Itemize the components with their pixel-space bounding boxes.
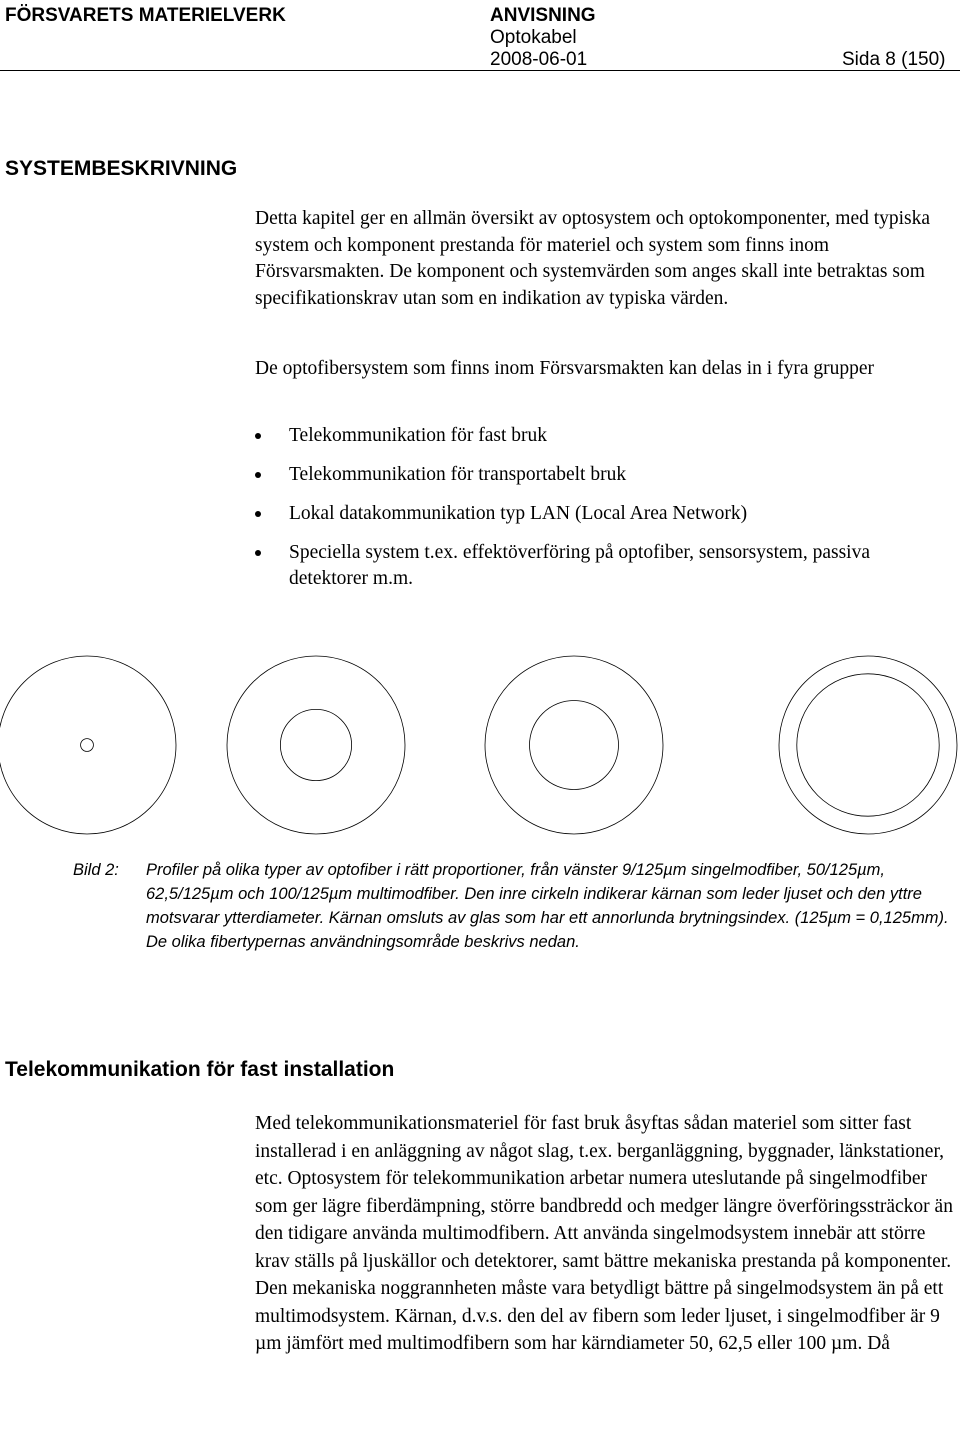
subsection-paragraph bbox=[255, 1110, 955, 1358]
intro-paragraph bbox=[255, 206, 955, 312]
groups-intro-text: De optofibersystem som finns inom Försvarsmakten kan delas in i fyra grupper bbox=[255, 358, 875, 379]
fiber-profile bbox=[779, 656, 957, 834]
bullet-icon bbox=[255, 472, 261, 478]
list-item-text: Telekommunikation för transportabelt bruk bbox=[289, 464, 627, 485]
header-org: FÖRSVARETS MATERIELVERK bbox=[5, 5, 286, 26]
figure-caption-text: Profiler på olika typer av optofiber i rätt proportioner, från vänster 9/125µm singelmodfiber, 50/125µm, 62,5/125µm och 100/125µm multimodfiber. Den inre cirkeln indikerar kärnan som leder ljuset och den yttre motsvarar ytterdiameter. Kärnan omsluts av glas som har ett annorlunda brytningsindex. (125µm = 0,125mm). De olika fibertypernas användningsområde beskrivs nedan. bbox=[146, 861, 949, 951]
section-title: SYSTEMBESKRIVNING bbox=[5, 157, 238, 180]
core-circle bbox=[530, 701, 619, 790]
cladding-circle bbox=[779, 656, 957, 834]
cladding-circle bbox=[227, 656, 405, 834]
header-subject: Optokabel bbox=[490, 27, 577, 48]
fiber-profiles-figure bbox=[0, 655, 960, 835]
list-item-text: Speciella system t.ex. effektöverföring på optofiber, sensorsystem, passiva detektorer m.m. bbox=[289, 542, 871, 589]
subsection-text: Med telekommunikationsmateriel för fast bruk åsyftas sådan materiel som sitter fast installerad i en anläggning av något slag, t.ex. berganläggning, byggnader, länkstationer, etc. Optosystem för telekommunikation arbetar numera uteslutande på singelmodfiber som ger lägre fiberdämpning, större bandbredd och medger längre överföringssträckor än den tidigare använda multimodfibern. Att använda singelmodsystem innebär att större krav ställs på ljuskällor och detektorer, samt bättre mekaniska prestanda på komponenter. Den mekaniska noggrannheten måste vara betydligt bättre på singelmodsystem än på ett multimodsystem. Kärnan, d.v.s. den del av fibern som leder ljuset, i singelmodfiber är 9 µm jämfört med multimodfibern som har kärndiameter 50, 62,5 eller 100 µm. Då bbox=[255, 1113, 953, 1354]
fiber-profile bbox=[485, 656, 663, 834]
fiber-profile bbox=[0, 656, 176, 834]
groups-paragraph bbox=[255, 356, 955, 383]
cladding-circle bbox=[0, 656, 176, 834]
bullet-icon bbox=[255, 511, 261, 517]
bullet-icon bbox=[255, 433, 261, 439]
core-circle bbox=[797, 674, 939, 816]
fiber-profile bbox=[227, 656, 405, 834]
figure-label: Bild 2: bbox=[73, 861, 119, 879]
list-item-text: Telekommunikation för fast bruk bbox=[289, 425, 548, 446]
core-circle bbox=[81, 739, 94, 752]
core-circle bbox=[280, 709, 351, 780]
cladding-circle bbox=[485, 656, 663, 834]
header-rule bbox=[0, 70, 960, 71]
subsection-title: Telekommunikation för fast installation bbox=[5, 1058, 395, 1081]
intro-text: Detta kapitel ger en allmän översikt av optosystem och optokomponenter, med typiska system och komponent prestanda för materiel och system som finns inom Försvarsmakten. De komponent och systemvärden som anges skall inte betraktas som specifikationskrav utan som en indikation av typiska värden. bbox=[255, 208, 931, 309]
bullet-icon bbox=[255, 550, 261, 556]
list-item-text: Lokal datakommunikation typ LAN (Local Area Network) bbox=[289, 503, 748, 524]
header-page-number: Sida 8 (150) bbox=[842, 49, 946, 70]
header-date: 2008-06-01 bbox=[490, 49, 588, 70]
header-doc-type: ANVISNING bbox=[490, 5, 596, 26]
